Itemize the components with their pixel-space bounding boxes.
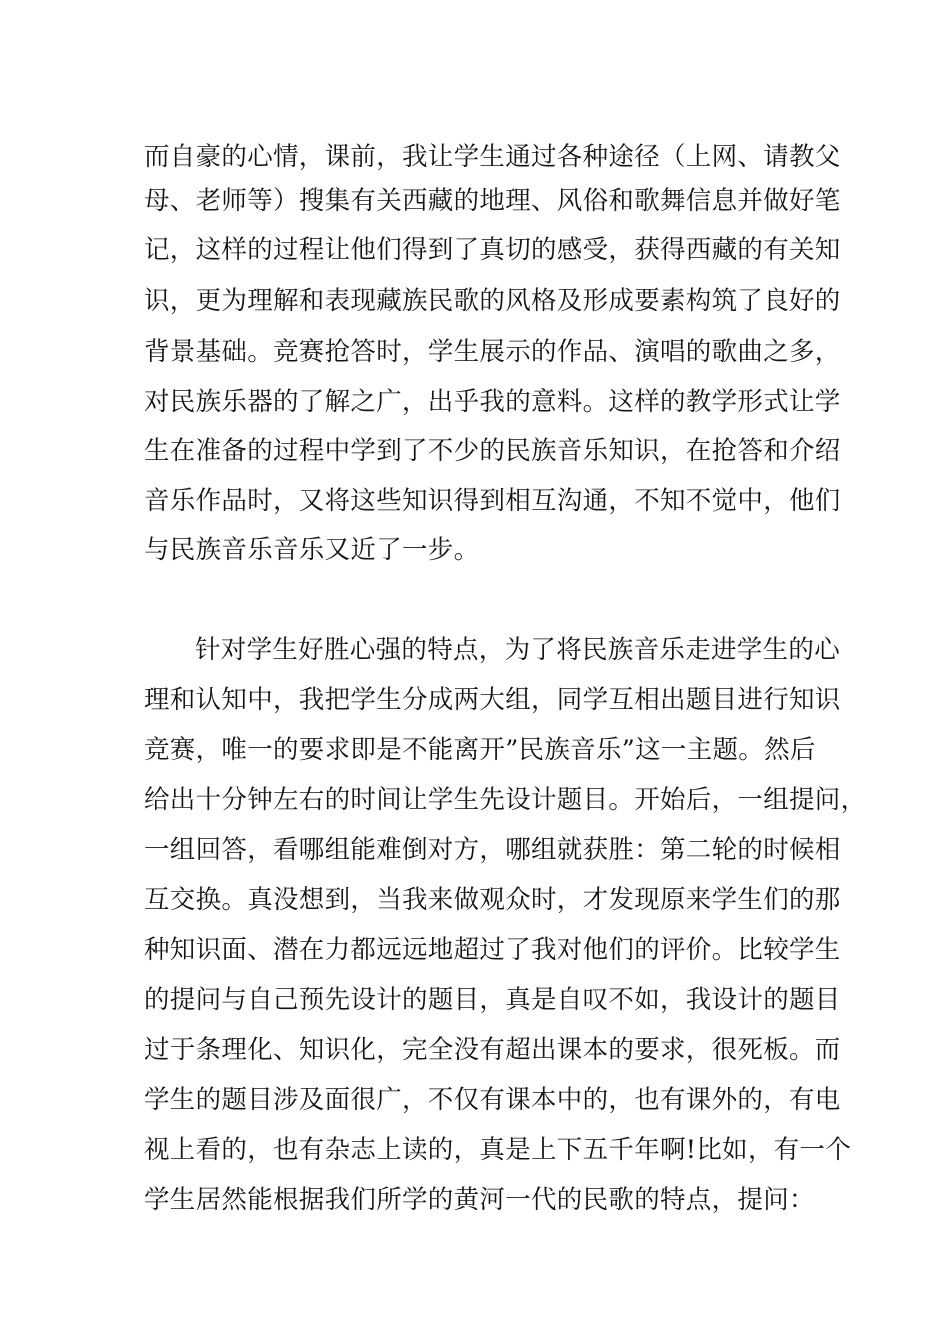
- paragraph-2-line-5: 一组回答，看哪组能难倒对方，哪组就获胜：第二轮的时候相: [144, 835, 841, 865]
- paragraph-1-line-1: 而自豪的心情，课前，我让学生通过各种途径（上网、请教父: [144, 142, 841, 172]
- paragraph-1-line-3: 记，这样的过程让他们得到了真切的感受，获得西藏的有关知: [144, 235, 841, 265]
- paragraph-1-line-5: 背景基础。竞赛抢答时，学生展示的作品、演唱的歌曲之多，: [144, 337, 841, 367]
- paragraph-2-line-8: 的提问与自己预先设计的题目，真是自叹不如，我设计的题目: [144, 985, 841, 1015]
- paragraph-2-line-3: 竞赛，唯一的要求即是不能离开”民族音乐”这一主题。然后: [144, 735, 816, 765]
- paragraph-2-line-11: 视上看的，也有杂志上读的，真是上下五千年啊!比如，有一个: [144, 1135, 852, 1165]
- paragraph-2-line-9: 过于条理化、知识化，完全没有超出课本的要求，很死板。而: [144, 1035, 841, 1065]
- paragraph-1-line-7: 生在准备的过程中学到了不少的民族音乐知识，在抢答和介绍: [144, 436, 841, 466]
- paragraph-2-line-12: 学生居然能根据我们所学的黄河一代的民歌的特点，提问：: [144, 1185, 815, 1215]
- paragraph-2-line-4: 给出十分钟左右的时间让学生先设计题目。开始后，一组提问，: [144, 785, 867, 815]
- paragraph-2-line-7: 种知识面、潜在力都远远地超过了我对他们的评价。比较学生: [144, 935, 841, 965]
- paragraph-2-line-6: 互交换。真没想到，当我来做观众时，才发现原来学生们的那: [144, 885, 841, 915]
- paragraph-1-line-6: 对民族乐器的了解之广，出乎我的意料。这样的教学形式让学: [144, 387, 841, 417]
- paragraph-1-line-2: 母、老师等）搜集有关西藏的地理、风俗和歌舞信息并做好笔: [144, 186, 841, 216]
- paragraph-2-line-10: 学生的题目涉及面很广，不仅有课本中的，也有课外的，有电: [144, 1085, 841, 1115]
- paragraph-1-line-4: 识，更为理解和表现藏族民歌的风格及形成要素构筑了良好的: [144, 286, 841, 316]
- paragraph-1-line-8: 音乐作品时，又将这些知识得到相互沟通，不知不觉中，他们: [144, 486, 841, 516]
- paragraph-2-line-2: 理和认知中，我把学生分成两大组，同学互相出题目进行知识: [144, 685, 841, 715]
- paragraph-2-line-1: 针对学生好胜心强的特点，为了将民族音乐走进学生的心: [195, 635, 841, 665]
- paragraph-1-line-9: 与民族音乐音乐又近了一步。: [144, 535, 480, 565]
